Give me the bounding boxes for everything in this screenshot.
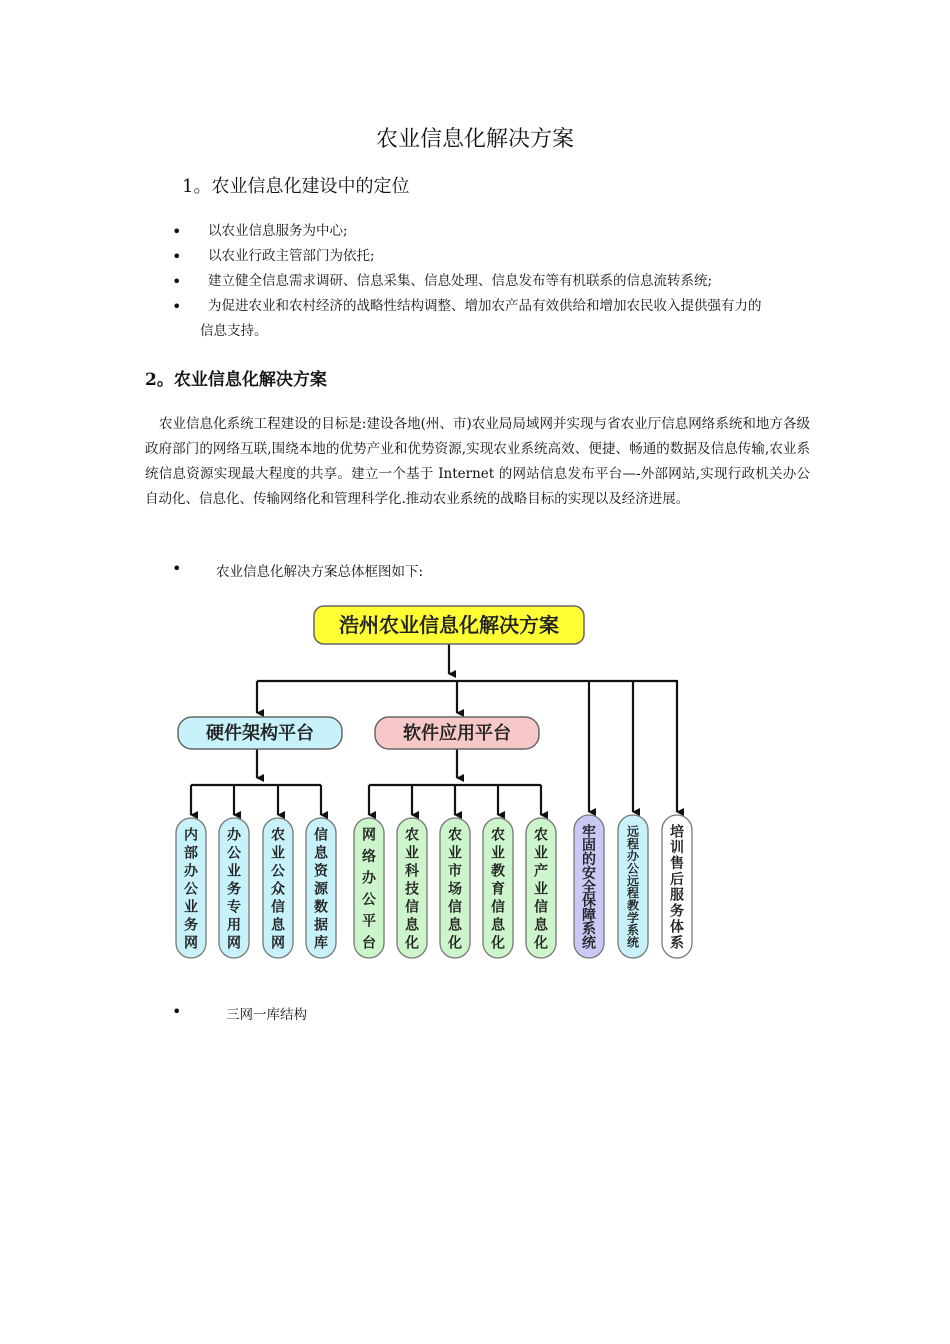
list-item-text: 为促进农业和农村经济的战略性结构调整、增加农产品有效供给和增加农民收入提供强有力的: [208, 298, 762, 314]
section1-heading: 1。农业信息化建设中的定位: [182, 176, 410, 197]
side-child-node-char: 办: [626, 849, 640, 864]
side-child-node-char: 远: [626, 873, 640, 888]
document-title: 农业信息化解决方案: [375, 127, 574, 152]
side-child-node-char: 的: [582, 852, 596, 869]
side-child-node-char: 统: [626, 935, 640, 950]
software-child-node: [440, 818, 470, 958]
hardware-child-node-char: 源: [314, 881, 328, 898]
software-child-node-char: 教: [491, 863, 505, 880]
hardware-child-node-char: 业: [184, 899, 198, 916]
software-child-node-char: 业: [534, 845, 548, 862]
diagram-nodes: [176, 606, 692, 958]
software-child-node-char: 农: [448, 827, 462, 844]
software-child-node-char: 农: [405, 827, 419, 844]
side-child-node-char: 固: [582, 838, 596, 855]
hardware-child-node: [176, 818, 206, 958]
side-child-node-char: 公: [626, 861, 640, 876]
hardware-child-node-char: 息: [314, 845, 328, 862]
side-child-node-char: 牢: [582, 824, 596, 841]
software-child-node-char: 化: [405, 935, 419, 952]
software-child-node-char: 技: [405, 881, 419, 898]
side-child-node: [574, 815, 604, 958]
software-child-node-char: 业: [491, 845, 505, 862]
hardware-child-node-char: 农: [271, 827, 285, 844]
side-child-node-char: 安: [582, 865, 596, 882]
software-child-node-char: 农: [491, 827, 505, 844]
software-child-node-char: 科: [405, 863, 419, 880]
list-item-text: 建立健全信息需求调研、信息采集、信息处理、信息发布等有机联系的信息流转系统;: [208, 273, 713, 289]
hardware-child-node-char: 业: [271, 845, 285, 862]
software-child-node-char: 台: [362, 935, 376, 952]
side-child-node-char: 教: [626, 898, 640, 913]
side-child-node-char: 保: [582, 893, 596, 910]
hardware-child-node-char: 息: [271, 917, 285, 934]
software-child-node-char: 信: [405, 899, 419, 916]
side-child-node-char: 系: [626, 923, 640, 938]
software-child-node-char: 业: [534, 881, 548, 898]
side-child-node-char: 全: [582, 879, 596, 896]
software-child-node-char: 公: [362, 892, 376, 909]
side-child-node-char: 服: [670, 887, 684, 904]
list-item-text: 以农业行政主管部门为依托;: [208, 248, 375, 264]
hardware-platform-node-label: 硬件架构平台: [206, 723, 314, 744]
hardware-child-node-char: 业: [227, 863, 241, 880]
software-child-node-char: 化: [534, 935, 548, 952]
software-child-node-char: 信: [534, 899, 548, 916]
hardware-child-node-char: 公: [227, 845, 241, 862]
hardware-child-node-char: 专: [227, 899, 241, 916]
hardware-child-node-char: 据: [314, 917, 328, 934]
software-child-node: [526, 818, 556, 958]
software-child-node-char: 化: [491, 935, 505, 952]
side-child-node-char: 后: [670, 871, 684, 888]
side-child-node-char: 程: [626, 836, 640, 851]
hardware-child-node-char: 信: [314, 827, 328, 844]
hardware-child-node: [263, 818, 293, 958]
hardware-child-node-char: 办: [184, 863, 198, 880]
software-child-node-char: 息: [405, 917, 419, 934]
footer-bullet-text: 三网一库结构: [226, 1007, 307, 1023]
software-child-node-char: 络: [362, 848, 376, 865]
side-child-node-char: 系: [582, 921, 596, 938]
hardware-child-node-char: 库: [314, 935, 328, 952]
software-child-node-char: 育: [491, 881, 505, 898]
software-child-node-char: 网: [362, 827, 376, 844]
hardware-child-node-char: 公: [184, 881, 198, 898]
software-child-node-char: 息: [491, 917, 505, 934]
side-child-node-char: 训: [670, 840, 684, 857]
list-item-text: 以农业信息服务为中心;: [208, 223, 348, 239]
side-child-node-char: 培: [670, 824, 684, 841]
software-child-node-char: 信: [448, 899, 462, 916]
root-node-label: 浩州农业信息化解决方案: [339, 613, 559, 637]
list-item-continuation: 信息支持。: [200, 323, 268, 339]
side-child-node-char: 体: [670, 919, 684, 936]
section2-heading: 2。农业信息化解决方案: [145, 370, 327, 390]
section2-paragraph: 农业信息化系统工程建设的目标是:建设各地(州、市)农业局局域网并实现与省农业厅信息网络系统和地方各级政府部门的网络互联,围绕本地的优势产业和优势资源,实现农业系统高效、便捷、畅通的数据及信息传输,农业系统信息资源实现最大程度的共享。建立一个基于 Internet 的网站信息发布平台—-外部网站,实现行政机关办公自动化、信息化、传输网络化和管理科学化.推动农业系统的战略目标的实现以及经济进展。: [145, 416, 810, 507]
software-child-node-char: 场: [448, 881, 462, 898]
hardware-child-node-char: 办: [227, 827, 241, 844]
software-child-node-char: 息: [534, 917, 548, 934]
side-child-node-char: 务: [670, 903, 684, 920]
software-child-node-char: 办: [362, 870, 376, 887]
hardware-child-node-char: 用: [227, 917, 241, 934]
hardware-child-node: [306, 818, 336, 958]
diagram-intro-text: 农业信息化解决方案总体框图如下:: [216, 564, 424, 580]
hardware-child-node-char: 网: [227, 935, 241, 952]
software-child-node-char: 市: [448, 863, 462, 880]
software-child-node: [397, 818, 427, 958]
software-child-node-char: 平: [362, 913, 376, 930]
software-child-node-char: 息: [448, 917, 462, 934]
hardware-child-node-char: 务: [184, 917, 198, 934]
side-child-node-char: 学: [626, 910, 640, 925]
software-child-node-char: 业: [448, 845, 462, 862]
software-child-node: [354, 818, 384, 958]
hardware-child-node-char: 众: [271, 881, 285, 898]
side-child-node-char: 远: [626, 824, 640, 839]
software-child-node-char: 化: [448, 935, 462, 952]
hardware-child-node-char: 务: [227, 881, 241, 898]
side-child-node: [618, 815, 648, 958]
software-child-node-char: 业: [405, 845, 419, 862]
hardware-child-node-char: 信: [271, 899, 285, 916]
side-child-node: [662, 815, 692, 958]
bullet-dot: •: [172, 1002, 182, 1021]
hardware-child-node-char: 公: [271, 863, 285, 880]
hardware-child-node-char: 网: [184, 935, 198, 952]
side-child-node-char: 售: [670, 856, 684, 873]
software-child-node: [483, 818, 513, 958]
hardware-child-node: [219, 818, 249, 958]
side-child-node-char: 系: [670, 935, 684, 952]
hardware-platform-node: [178, 717, 342, 749]
hardware-child-node-char: 内: [184, 827, 198, 844]
bullet-dot: •: [172, 559, 182, 578]
software-platform-node: [375, 717, 539, 749]
side-child-node-char: 程: [626, 886, 640, 901]
side-child-node-char: 障: [582, 907, 596, 924]
hardware-child-node-char: 网: [271, 935, 285, 952]
root-node: [314, 606, 584, 644]
side-child-node-char: 统: [582, 935, 596, 952]
software-child-node-char: 农: [534, 827, 548, 844]
hardware-child-node-char: 部: [184, 845, 198, 862]
hardware-child-node-char: 资: [314, 863, 328, 880]
software-platform-node-label: 软件应用平台: [403, 723, 511, 744]
software-child-node-char: 信: [491, 899, 505, 916]
hardware-child-node-char: 数: [314, 899, 328, 916]
software-child-node-char: 产: [534, 863, 548, 880]
